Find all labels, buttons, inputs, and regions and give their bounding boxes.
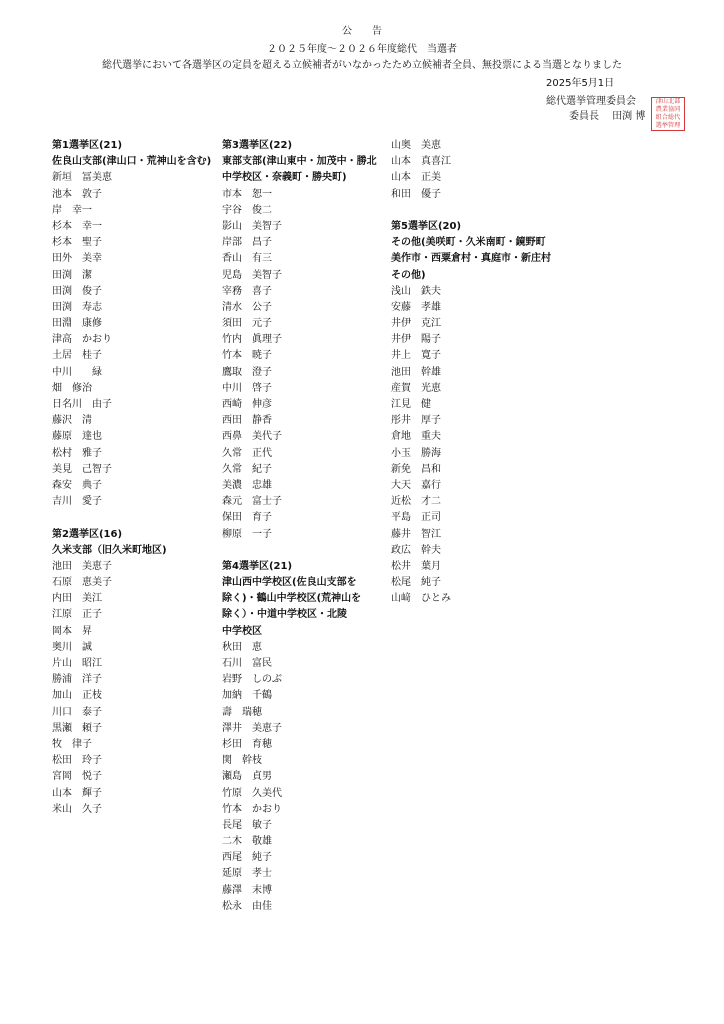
district-heading: 東部支部(津山東中・加茂中・勝北 [222, 156, 377, 168]
column-3 [391, 138, 551, 607]
elected-member-name: 松田 玲子 [52, 755, 102, 767]
elected-member-name: 井上 寛子 [391, 350, 441, 362]
elected-member-name: 山本 真喜江 [391, 156, 451, 168]
elected-member-name: 川口 泰子 [52, 706, 102, 718]
elected-member-name: 中川 緑 [52, 366, 102, 378]
elected-member-name: 加納 千鶴 [222, 690, 272, 702]
elected-member-name: 井伊 陽子 [391, 334, 441, 346]
elected-member-name: 藤井 智江 [391, 528, 441, 540]
elected-member-name: 杉田 育穂 [222, 738, 272, 750]
elected-member-name: 竹本 かおり [222, 803, 282, 815]
elected-member-name: 政広 幹夫 [391, 544, 441, 556]
elected-member-name: 宇谷 俊二 [222, 204, 272, 216]
column-1 [52, 138, 211, 818]
elected-member-name: 関 幹枝 [222, 755, 262, 767]
notice-date: 2025年5月1日 [546, 78, 615, 89]
column-2 [222, 138, 377, 915]
elected-member-name: 浅山 鉄夫 [391, 285, 441, 297]
elected-member-name: 倉地 重夫 [391, 431, 441, 443]
elected-member-name: 黒瀬 頼子 [52, 722, 102, 734]
elected-member-name: 二木 敬雄 [222, 836, 272, 848]
elected-member-name: 藤原 達也 [52, 431, 102, 443]
elected-member-name: 杉本 聖子 [52, 237, 102, 249]
elected-member-name: 池田 美恵子 [52, 560, 112, 572]
elected-member-name: 西田 静香 [222, 415, 272, 427]
elected-member-name: 森安 典子 [52, 479, 102, 491]
elected-member-name: 山奥 美恵 [391, 140, 441, 151]
elected-member-name: 岡本 昇 [52, 625, 92, 637]
elected-member-name: 畑 修治 [52, 382, 92, 394]
notice-body-text: 総代選挙において各選挙区の定員を超える立候補者がいなかったため立候補者全員、無投票による当選となりました [102, 60, 622, 71]
elected-member-name: 大天 嘉行 [391, 479, 441, 491]
district-heading: 佐良山支部(津山口・荒神山を含む) [52, 156, 212, 168]
elected-member-name: 清水 公子 [222, 301, 272, 313]
elected-member-name: 児島 美智子 [222, 269, 282, 281]
elected-member-name: 松村 雅子 [52, 447, 102, 459]
elected-member-name: 香山 有三 [222, 253, 272, 265]
elected-member-name: 竹内 眞理子 [222, 334, 282, 346]
district-heading: 久米支部（旧久米町地区) [52, 544, 167, 556]
district-heading: 除く）・中道中学校区・北陵 [222, 609, 347, 621]
elected-member-name: 鷹取 澄子 [222, 366, 272, 378]
seal-line: 選挙管理 [655, 122, 681, 129]
section-spacer [52, 510, 211, 526]
section-spacer [222, 543, 377, 559]
elected-member-name: 杉本 幸一 [52, 220, 102, 232]
district-heading: 第1選挙区(21) [52, 140, 123, 151]
elected-member-name: 小玉 勝海 [391, 447, 441, 459]
seal-line: 組合総代 [655, 114, 681, 121]
elected-member-name: 岸 幸一 [52, 204, 92, 216]
elected-member-name: 片山 昭江 [52, 658, 102, 669]
elected-member-name: 池田 幹雄 [391, 366, 441, 378]
elected-member-name: 澤井 美恵子 [222, 722, 282, 734]
elected-member-name: 和田 優子 [391, 188, 441, 200]
elected-member-name: 勝浦 洋子 [52, 674, 102, 686]
notice-heading: 公 告 [342, 26, 382, 37]
elected-member-name: 松永 由佳 [222, 900, 272, 912]
elected-member-name: 池本 敦子 [52, 188, 102, 200]
elected-member-name: 松尾 純子 [391, 577, 441, 589]
elected-member-name: 津高 かおり [52, 334, 112, 346]
elected-member-name: 加山 正枝 [52, 690, 102, 702]
elected-member-name: 彤井 厚子 [391, 415, 441, 427]
district-heading: 第5選挙区(20) [391, 220, 462, 232]
elected-member-name: 江原 正子 [52, 609, 102, 621]
elected-member-name: 美濃 忠雄 [222, 479, 272, 491]
district-heading: 美作市・西粟倉村・真庭市・新庄村 [391, 253, 551, 265]
elected-member-name: 久常 紀子 [222, 463, 272, 475]
elected-member-name: 西尾 純子 [222, 852, 272, 864]
elected-member-name: 瀬島 貞男 [222, 771, 272, 783]
district-heading: 中学校区 [222, 625, 262, 637]
elected-member-name: 西鼻 美代子 [222, 431, 282, 443]
elected-member-name: 中川 啓子 [222, 382, 272, 394]
election-title: ２０２５年度～２０２６年度総代 当選者 [267, 44, 457, 55]
elected-member-name: 新垣 冨美恵 [52, 172, 112, 184]
elected-member-name: 牧 律子 [52, 738, 92, 750]
district-heading: 第4選挙区(21) [222, 560, 293, 572]
elected-member-name: 吉川 愛子 [52, 496, 102, 508]
elected-member-name: 田渕 潔 [52, 269, 92, 281]
elected-member-name: 西崎 伸彦 [222, 399, 272, 410]
elected-member-name: 松井 葉月 [391, 560, 441, 572]
elected-member-name: 奥川 誠 [52, 641, 92, 653]
elected-member-name: 藤澤 末博 [222, 884, 272, 896]
seal-line: 農業協同 [655, 106, 681, 113]
seal-line: 津山北部 [655, 98, 681, 105]
elected-member-name: 須田 元子 [222, 318, 272, 330]
elected-member-name: 田淵 康修 [52, 318, 102, 330]
district-heading: 第2選挙区(16) [52, 528, 123, 540]
elected-member-name: 美見 己智子 [52, 463, 112, 475]
district-heading: その他(美咲町・久米南町・鏡野町 [391, 237, 546, 249]
elected-member-name: 田渕 俊子 [52, 285, 102, 297]
elected-member-name: 安藤 孝雄 [391, 301, 441, 313]
elected-member-name: 岩野 しのぶ [222, 674, 282, 686]
elected-member-name: 保田 育子 [222, 512, 272, 524]
district-heading: 中学校区・奈義町・勝央町) [222, 172, 347, 184]
elected-member-name: 壽 瑞穂 [222, 706, 262, 718]
elected-member-name: 長尾 敏子 [222, 819, 272, 831]
elected-member-name: 山﨑 ひとみ [391, 593, 451, 605]
elected-member-name: 田渕 寿志 [52, 301, 102, 313]
elected-member-name: 秋田 恵 [222, 641, 262, 653]
elected-member-name: 山本 輝子 [52, 787, 102, 799]
elected-member-name: 影山 美智子 [222, 220, 282, 232]
elected-member-name: 産賀 光恵 [391, 382, 441, 394]
elected-member-name: 山本 正美 [391, 172, 441, 184]
elected-member-name: 竹原 久美代 [222, 787, 282, 799]
committee-name: 総代選挙管理委員会 [546, 96, 636, 107]
elected-member-name: 石原 恵美子 [52, 577, 112, 589]
district-heading: 津山西中学校区(佐良山支部を [222, 577, 357, 589]
elected-member-name: 江見 健 [391, 399, 431, 410]
elected-member-name: 米山 久子 [52, 803, 102, 815]
district-heading: 第3選挙区(22) [222, 140, 293, 151]
elected-member-name: 柳原 一子 [222, 528, 272, 540]
elected-member-name: 久常 正代 [222, 447, 272, 459]
elected-member-name: 新免 昌和 [391, 463, 441, 475]
elected-member-name: 日名川 由子 [52, 399, 112, 410]
elected-member-name: 市本 恕一 [222, 188, 272, 200]
elected-member-name: 石川 富民 [222, 658, 272, 669]
elected-member-name: 延原 孝士 [222, 868, 272, 880]
district-heading: 除く)・鶴山中学校区(荒神山を [222, 593, 362, 605]
elected-member-name: 藤沢 清 [52, 415, 92, 427]
committee-chair: 委員長 田渕 博 [569, 111, 646, 122]
elected-member-name: 宮岡 悦子 [52, 771, 102, 783]
elected-member-name: 宰務 喜子 [222, 285, 272, 297]
elected-member-name: 井伊 克江 [391, 318, 441, 330]
elected-member-name: 平島 正司 [391, 512, 441, 524]
elected-member-name: 内田 美江 [52, 593, 102, 605]
district-heading: その他) [391, 269, 426, 281]
section-spacer [391, 203, 551, 219]
elected-member-name: 竹本 暁子 [222, 350, 272, 362]
elected-member-name: 岸部 昌子 [222, 237, 272, 249]
official-seal [651, 97, 685, 131]
elected-member-name: 土居 桂子 [52, 350, 102, 362]
elected-member-name: 近松 才二 [391, 496, 441, 508]
elected-member-name: 田外 美幸 [52, 253, 102, 265]
elected-member-name: 森元 富士子 [222, 496, 282, 508]
